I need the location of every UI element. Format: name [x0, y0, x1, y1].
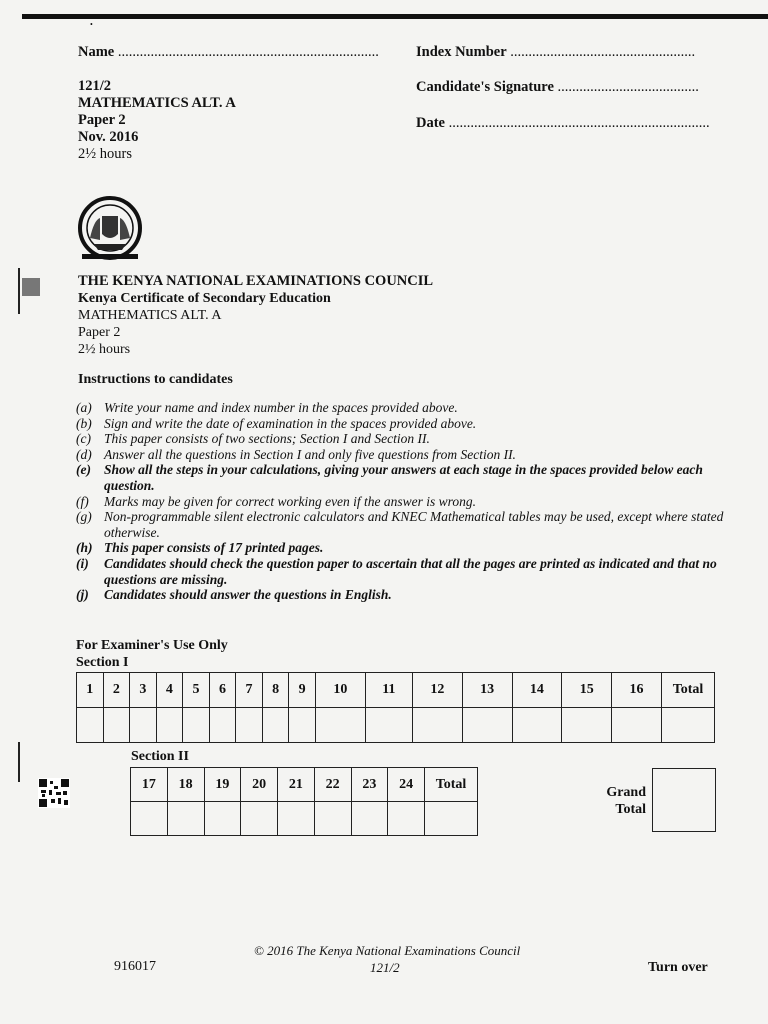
signature-dots: .......................................	[557, 79, 699, 95]
sec1-score-cell[interactable]	[512, 708, 562, 743]
sec1-header-16: 16	[612, 673, 662, 708]
sec1-score-cell[interactable]	[662, 708, 715, 743]
date-label: Date	[416, 115, 445, 131]
footer-code: 121/2	[370, 960, 400, 975]
grand-total-box[interactable]	[652, 768, 716, 832]
sec2-header-24: 24	[388, 768, 425, 802]
sec1-score-cell[interactable]	[262, 708, 289, 743]
instruction-item: (h) This paper consists of 17 printed pages.	[76, 540, 324, 556]
sec1-score-cell[interactable]	[236, 708, 263, 743]
sec2-header-18: 18	[167, 768, 204, 802]
sec1-header-9: 9	[289, 673, 316, 708]
council-duration: 2½ hours	[78, 342, 131, 357]
paper-duration: 2½ hours	[78, 146, 132, 162]
sec1-header-6: 6	[209, 673, 236, 708]
sec1-header-total: Total	[662, 673, 715, 708]
turn-over-text: Turn over	[648, 960, 708, 975]
instruction-item: (j) Candidates should answer the questions in English.	[76, 587, 392, 603]
sec1-header-3: 3	[130, 673, 157, 708]
sec2-header-total: Total	[425, 768, 478, 802]
index-number-field[interactable]	[416, 44, 695, 61]
examiner-heading: For Examiner's Use Only	[76, 638, 228, 653]
sec1-header-11: 11	[365, 673, 412, 708]
sec1-score-cell[interactable]	[156, 708, 183, 743]
serial-number: 916017	[114, 959, 156, 974]
date-dots: ........................................................................	[448, 115, 710, 131]
section-2-score-table	[130, 767, 478, 836]
section-1-score-table	[76, 672, 715, 743]
sec1-score-cell[interactable]	[183, 708, 210, 743]
sec1-score-cell[interactable]	[365, 708, 412, 743]
name-dots: ........................................................................	[117, 44, 379, 60]
sec1-score-cell[interactable]	[612, 708, 662, 743]
sec1-header-8: 8	[262, 673, 289, 708]
sec1-header-7: 7	[236, 673, 263, 708]
sec1-score-cell[interactable]	[209, 708, 236, 743]
copyright-text: © 2016 The Kenya National Examinations Council	[254, 943, 521, 958]
instruction-item: (d) Answer all the questions in Section I and only five questions from Section II.	[76, 446, 516, 462]
paper-details	[78, 78, 236, 163]
sec1-header-5: 5	[183, 673, 210, 708]
date-field[interactable]	[416, 115, 710, 132]
instruction-item: (a) Write your name and index number in the spaces provided above.	[76, 400, 458, 415]
sec1-header-13: 13	[462, 673, 512, 708]
top-rule	[22, 14, 768, 19]
sec1-header-2: 2	[103, 673, 130, 708]
instructions-heading: Instructions to candidates	[78, 372, 233, 387]
sec2-header-22: 22	[314, 768, 351, 802]
sec2-header-20: 20	[241, 768, 278, 802]
sec1-header-14: 14	[512, 673, 562, 708]
left-edge-mark	[18, 268, 20, 314]
sec1-header-1: 1	[77, 673, 104, 708]
sec2-score-cell[interactable]	[314, 802, 351, 836]
sec1-header-4: 4	[156, 673, 183, 708]
paper-session: Nov. 2016	[78, 129, 139, 145]
paper-code: 121/2	[78, 78, 112, 94]
sec2-score-cell[interactable]	[241, 802, 278, 836]
sec2-score-cell[interactable]	[278, 802, 315, 836]
sec1-score-cell[interactable]	[77, 708, 104, 743]
barcode-icon	[38, 778, 70, 808]
instruction-item: (c) This paper consists of two sections; Section I and Section II.	[76, 431, 430, 447]
examiner-heading-block	[76, 637, 228, 671]
instruction-item: (f) Marks may be given for correct working even if the answer is wrong.	[76, 493, 477, 509]
instruction-item: (i) Candidates should check the question paper to ascertain that all the pages are printed as indicated and that no questions are missing.	[76, 555, 717, 587]
sec2-header-17: 17	[131, 768, 168, 802]
coat-of-arms-logo	[76, 194, 144, 266]
index-number-label: Index Number	[416, 44, 507, 60]
sec1-score-cell[interactable]	[562, 708, 612, 743]
sec1-score-cell[interactable]	[130, 708, 157, 743]
index-number-dots: ...................................................	[510, 44, 696, 60]
name-field[interactable]	[78, 44, 379, 61]
sec2-score-cell[interactable]	[351, 802, 388, 836]
instruction-item: (g) Non-programmable silent electronic calculators and KNEC Mathematical tables may be used, except where stated otherwise.	[76, 509, 724, 540]
sec1-score-cell[interactable]	[412, 708, 462, 743]
instruction-item: (b) Sign and write the date of examination in the spaces provided above.	[76, 415, 477, 431]
signature-label: Candidate's Signature	[416, 79, 554, 95]
scan-block	[22, 278, 40, 296]
sec1-header-10: 10	[315, 673, 365, 708]
instruction-item: (e) Show all the steps in your calculations, giving your answers at each stage in the spaces provided below each question.	[76, 462, 703, 493]
signature-field[interactable]	[416, 79, 699, 96]
sec2-score-cell[interactable]	[388, 802, 425, 836]
sec2-score-cell[interactable]	[204, 802, 241, 836]
sec1-score-cell[interactable]	[462, 708, 512, 743]
paper-number: Paper 2	[78, 112, 126, 128]
council-paper: Paper 2	[78, 325, 121, 340]
left-edge-mark-2	[18, 742, 20, 782]
sec1-score-cell[interactable]	[103, 708, 130, 743]
stray-mark: •	[90, 20, 93, 29]
name-label: Name	[78, 44, 115, 60]
sec1-header-12: 12	[412, 673, 462, 708]
council-name: THE KENYA NATIONAL EXAMINATIONS COUNCIL	[78, 273, 434, 289]
council-subject: MATHEMATICS ALT. A	[78, 308, 222, 323]
section-1-label: Section I	[76, 655, 129, 670]
sec2-header-19: 19	[204, 768, 241, 802]
sec2-header-21: 21	[278, 768, 315, 802]
council-block	[78, 273, 433, 358]
section-2-label: Section II	[131, 749, 189, 764]
sec1-header-15: 15	[562, 673, 612, 708]
sec2-score-cell[interactable]	[425, 802, 478, 836]
instructions-list	[76, 400, 726, 603]
sec2-header-23: 23	[351, 768, 388, 802]
sec1-score-cell[interactable]	[289, 708, 316, 743]
sec2-score-cell[interactable]	[167, 802, 204, 836]
sec2-score-cell[interactable]	[131, 802, 168, 836]
paper-subject: MATHEMATICS ALT. A	[78, 95, 236, 111]
certificate-name: Kenya Certificate of Secondary Education	[78, 291, 331, 306]
sec1-score-cell[interactable]	[315, 708, 365, 743]
grand-total-label: Grand Total	[606, 785, 646, 817]
